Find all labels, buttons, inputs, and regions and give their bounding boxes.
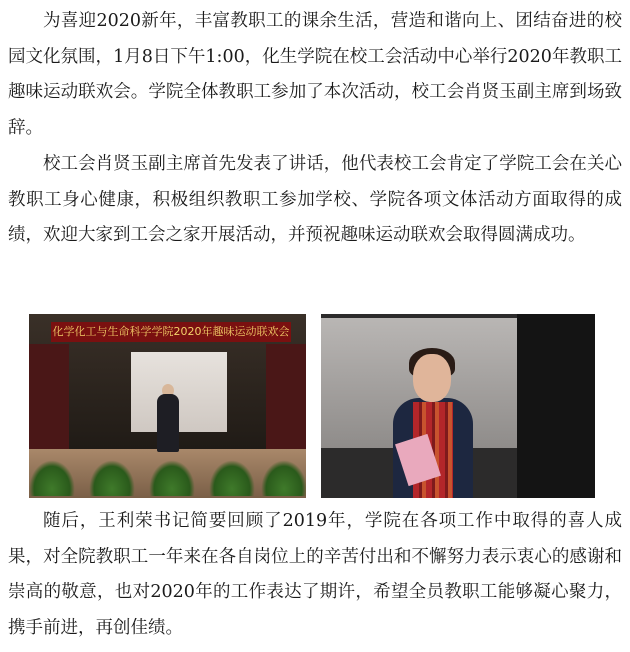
article-paragraph-3: 随后，王利荣书记简要回顾了2019年，学院在各项工作中取得的喜人成果，对全院教职工一年来在各自岗位上的辛苦付出和不懈努力表示衷心的感谢和崇高的敬意，也对2020年的工作表达了期许，希望全员教职工能够凝心聚力，携手前进，再创佳绩。 (8, 511, 622, 638)
curtain-left (29, 344, 69, 454)
potted-plant (89, 460, 135, 496)
dark-background (517, 314, 595, 498)
potted-plant (29, 460, 75, 496)
potted-plant (209, 460, 255, 496)
potted-plant (261, 460, 306, 496)
event-photo-speaker-on-stage (29, 314, 306, 498)
event-banner: 化学化工与生命科学学院2020年趣味运动联欢会 (51, 322, 291, 342)
speaker-figure (157, 394, 179, 452)
curtain-right (266, 344, 306, 454)
projection-screen (131, 352, 227, 432)
event-photo-speaker-closeup (321, 314, 595, 498)
speaker-head (413, 354, 451, 402)
article-paragraph-1: 为喜迎2020新年，丰富教职工的课余生活，营造和谐向上、团结奋进的校园文化氛围，1月8日下午1:00，化生学院在校工会活动中心举行2020年教职工趣味运动联欢会。学院全体教职工参加了本次活动，校工会肖贤玉副主席到场致辞。 (8, 11, 622, 138)
article-paragraph-2: 校工会肖贤玉副主席首先发表了讲话，他代表校工会肯定了学院工会在关心教职工身心健康，积极组织教职工参加学校、学院各项文体活动方面取得的成绩，欢迎大家到工会之家开展活动，并预祝趣味运动联欢会取得圆满成功。 (8, 154, 622, 245)
potted-plant (149, 460, 195, 496)
